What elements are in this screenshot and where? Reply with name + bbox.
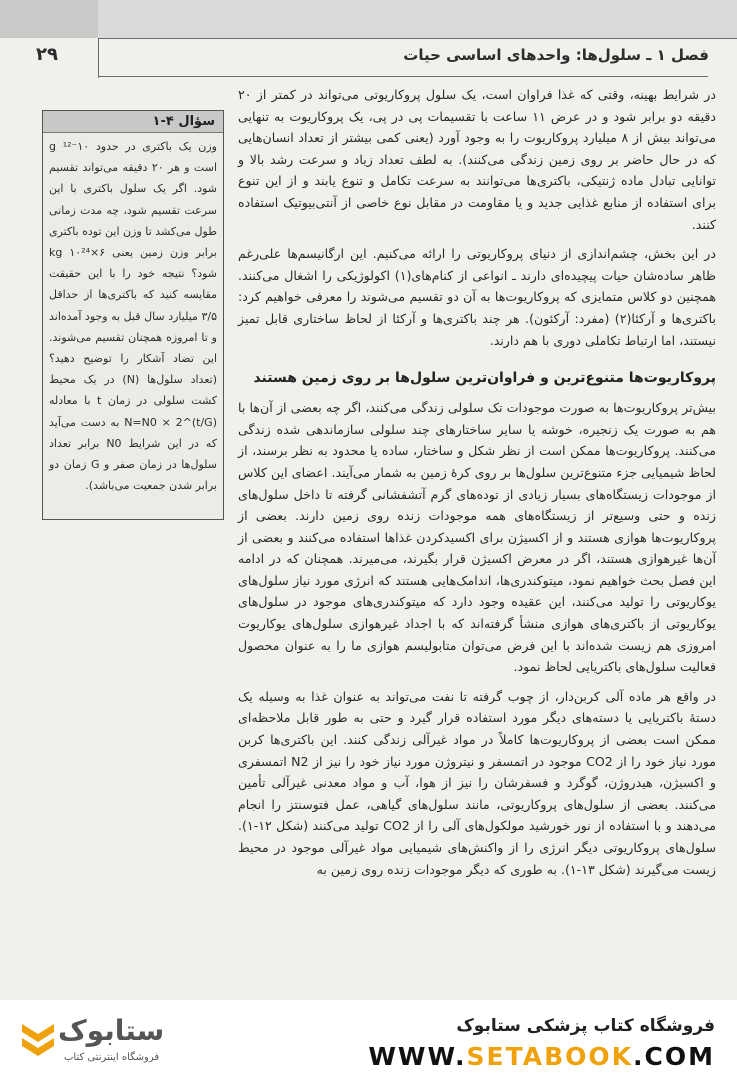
paragraph-2: در این بخش، چشم‌اندازی از دنیای پروکاریوتی را ارائه می‌کنیم. این ارگانیسم‌ها علی‌رغم ظاهر ساده‌شان حیات پیچیده‌ای دارند ـ انواعی از کنام‌های(۱) اکولوژیکی را اشغال می‌کنند. همچنین دو کلاس متمایزی که پروکاریوت‌ها به آن دو تقسیم می‌شوند را معرفی خواهیم کرد: باکتری‌ها و آرکئا(۲) (مفرد: آرکئون). هر چند باکتری‌ها و آرکئا از لحاظ ساختاری قابل تمیز نیستند، اما ارتباط تکاملی دوری با هم دارند.	[238, 246, 716, 348]
chapter-title: فصل ۱ ـ سلول‌ها: واحدهای اساسی حیات	[403, 46, 709, 64]
paragraph-1: در شرایط بهینه، وقتی که غذا فراوان است، یک سلول پروکاریوتی می‌تواند در کمتر از ۲۰ دقیقه دو برابر شود و در عرض ۱۱ ساعت با تقسیمات پی در پی، یک پروکاریوت به تنهایی می‌تواند بیش از ۸ میلیارد پروکاریوت را به وجود آورد (یعنی کمی بیشتر از تعداد انسان‌هایی که در حال حاضر بر روی زمین زندگی می‌کنند). به لطف تعداد زیاد و سرعت رشد بالا و توانایی تبادل ماده ژنتیکی، باکتری‌ها می‌توانند به سرعت تکامل و تنوع یابند و از این تنوع برای استفاده از منابع غذایی جدید و یا مقاومت در مقابل نوع خاصی از آنتی‌بیوتیک استفاده کنند.	[238, 87, 717, 232]
url-suffix: .COM	[633, 1042, 715, 1071]
store-url	[368, 1042, 715, 1071]
paragraph-4: در واقع هر ماده آلی کربن‌دار، از چوب گرفته تا نفت می‌تواند به عنوان غذا به وسیله یک دستهٔ باکتریایی یا دسته‌های دیگر مورد استفاده قرار گیرد و حتی به طور قابل ملاحظه‌ای ممکن است بعضی از پروکاریوت‌ها کاملاً در مواد غیرآلی زندگی کنند. این باکتری‌ها کربن مورد نیاز خود را از CO2 موجود در اتمسفر و نیتروژن مورد نیاز خود را نیز از N2 اتمسفری و اکسیژن، هیدروژن، گوگرد و فسفرشان را نیز از هوا، آب و مواد معدنی غیرآلی تأمین می‌کنند. بعضی از سلول‌های پروکاریوتی، مانند سلول‌های گیاهی، عمل فتوسنتز را انجام می‌دهند و با استفاده از نور خورشید مولکول‌های آلی را از CO2 تولید می‌کنند (شکل ۱۲-۱). سلول‌های پروکاریوتی دیگر انرژی را از واکنش‌های شیمیایی مواد غیرآلی موجود در محیط زیست می‌گیرند (شکل ۱۳-۱). به طوری که دیگر موجودات زنده روی زمین به	[238, 688, 717, 877]
url-brand: SETABOOK	[466, 1042, 634, 1071]
question-box	[42, 110, 224, 520]
section-heading: پروکاریوت‌ها متنوع‌ترین و فراوان‌ترین سلول‌ها بر روی زمین هستند	[253, 370, 716, 387]
page-number: ۲۹	[36, 44, 58, 65]
header-band	[0, 0, 737, 38]
main-text-column	[238, 84, 716, 888]
store-name: فروشگاه کتاب پزشکی ستابوک	[456, 1016, 715, 1036]
setabook-logo	[18, 1010, 268, 1072]
logo-subtitle: فروشگاه اینترنتی کتاب	[64, 1052, 160, 1063]
question-box-title: سؤال ۴-۱	[43, 111, 223, 133]
header-rule-top	[98, 38, 737, 39]
store-footer	[0, 1000, 737, 1079]
chevron-logo-icon	[18, 1018, 58, 1062]
paragraph-3: بیش‌تر پروکاریوت‌ها به صورت موجودات تک سلولی زندگی می‌کنند، اگر چه بعضی از آن‌ها با هم به صورت یک زنجیره، خوشه یا سایر ساختارهای چند سلولی سازماندهی شده زندگی می‌کنند. پروکاریوت‌ها ممکن است از نظر شکل و ساختار، ساده یا محدود به نظر برسند، از لحاظ شیمیایی جزء متنوع‌ترین سلول‌ها بر روی کرهٔ زمین به شمار می‌آیند. اعضای این کلاس از موجودات زیستگاه‌های بسیار زیادی از توده‌های گرم آتشفشانی گرفته تا داخل سلول‌های زنده و حتی وسیع‌تر از زیستگاه‌های همه موجودات زنده روی زمین دارند. بعضی از پروکاریوت‌ها هوازی هستند و از اکسیژن برای اکسیدکردن غذاها استفاده می‌کنند و بعضی از آن‌ها غیرهوازی هستند، اگر در معرض اکسیژن قرار بگیرند، می‌میرند. همچنان که در ادامه این فصل بحث خواهیم نمود، میتوکندری‌ها، اندامک‌هایی هستند که انرژی مورد نیاز سلول‌های یوکاریوتی را تولید می‌کنند، این عقیده وجود دارد که میتوکندری‌های موجود در سلول‌های یوکاریوتی از باکتری‌های هوازی منشأ گرفته‌اند که با اجداد غیرهوازی سلول‌های یوکاریوت امروزی هم زیست شده‌اند با این فرض می‌توان متابولیسم هوازی ما را به عنوان محصول فعالیت سلول‌های باکتریایی لحاظ نمود.	[238, 400, 716, 675]
header-rule-vertical	[98, 38, 99, 78]
logo-wordmark: ستابوک	[58, 1014, 165, 1047]
header-rule-bottom	[98, 76, 708, 77]
question-box-text: وزن یک باکتری در حدود ۱۰⁻¹² g است و هر ۲۰ دقیقه می‌تواند تقسیم شود. اگر یک سلول باکتری با این سرعت تقسیم شود، چه مدت زمانی طول می‌کشد تا وزن این توده باکتری برابر وزن زمین یعنی ۶×۱۰²⁴ kg شود؟ نتیجه خود را با این حقیقت مقایسه کنید که باکتری‌ها از حداقل ۳/۵ میلیارد سال قبل به وجود آمده‌اند و تا امروزه همچنان تقسیم می‌شوند. این تضاد آشکار را توضیح دهید؟ (تعداد سلول‌ها (N) در یک محیط کشت سلولی در زمان t با معادله N=N0 × 2^(t/G) به دست می‌آید که در این شرایط N0 برابر تعداد سلول‌ها در زمان صفر و G زمان دو برابر شدن جمعیت می‌باشد).	[49, 140, 218, 493]
url-prefix: WWW.	[368, 1042, 467, 1071]
